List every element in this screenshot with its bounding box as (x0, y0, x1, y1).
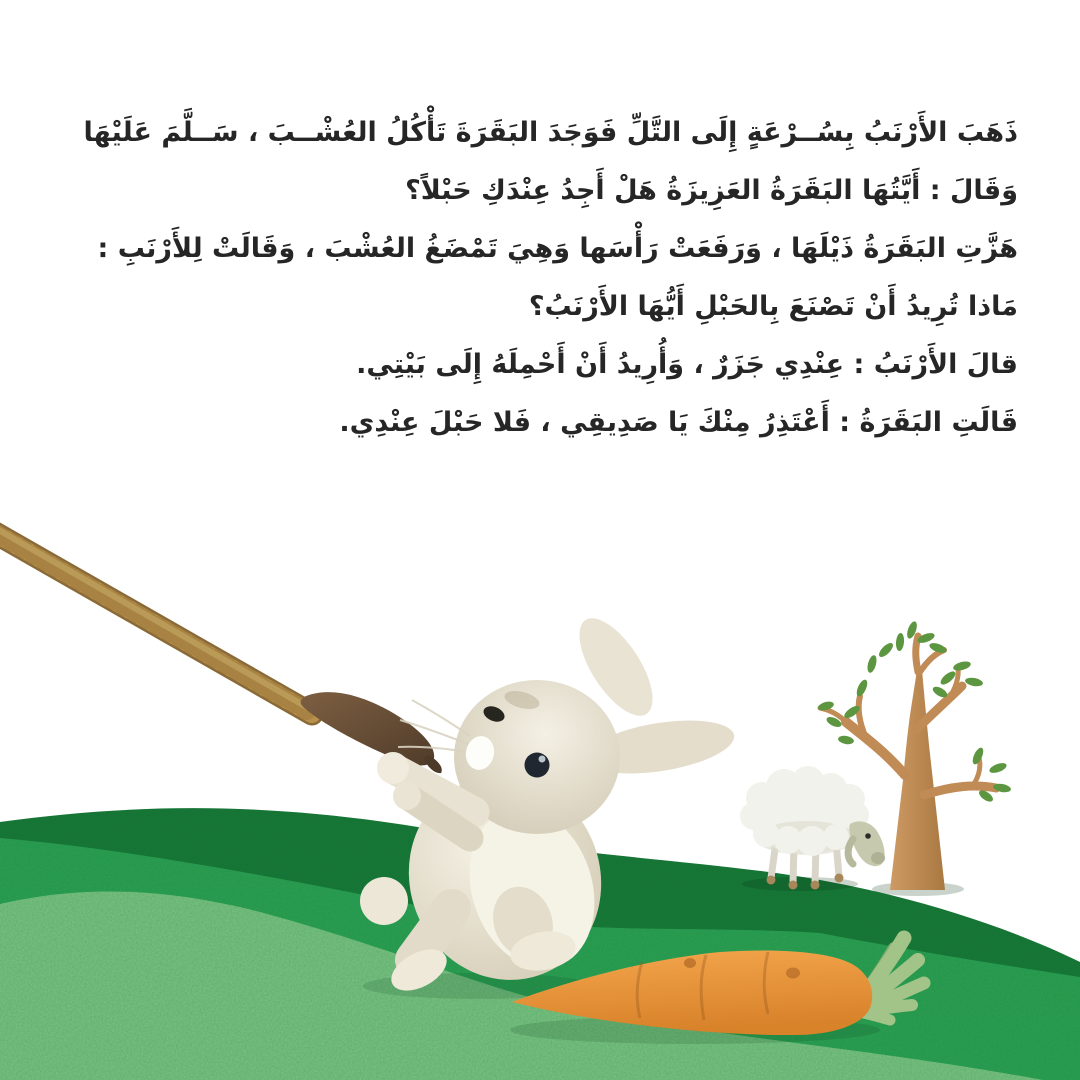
story-line-3: هَزَّتِ البَقَرَةُ ذَيْلَهَا ، وَرَفَعَتْ رَأْسَها وَهِيَ تَمْضَغُ العُشْبَ ، وَقَالَتْ لِلأَرْنَبِ : (97, 233, 1018, 264)
carrot-dimple (684, 958, 696, 968)
carrot-dimple (786, 968, 800, 979)
tree-trunk (890, 670, 945, 890)
story-line-1: ذَهَبَ الأَرْنَبُ بِسُــرْعَةٍ إِلَى التَّلِّ فَوَجَدَ البَقَرَةَ تَأْكُلُ العُشْــبَ ، سَــلَّمَ عَلَيْهَا (83, 117, 1018, 148)
sheep-head (848, 821, 885, 866)
story-line-6: قَالَتِ البَقَرَةُ : أَعْتَذِرُ مِنْكَ يَا صَدِيقِي ، فَلا حَبْلَ عِنْدِي. (339, 407, 1018, 438)
rabbit-tail (360, 877, 408, 925)
story-line-5: قالَ الأَرْنَبُ : عِنْدِي جَزَرٌ ، وَأُرِيدُ أَنْ أَحْمِلَهُ إِلَى بَيْتِي. (356, 349, 1018, 380)
sheep-eye (865, 833, 871, 839)
rabbit-eye-right (525, 753, 550, 778)
sheep-ear (848, 839, 853, 864)
sheep-muzzle (871, 852, 885, 864)
rope (0, 517, 442, 773)
rabbit-paw-lower (393, 782, 421, 810)
story-line-4: مَاذا تُرِيدُ أَنْ تَصْنَعَ بِالحَبْلِ أَيُّهَا الأَرْنَبُ؟ (528, 291, 1018, 322)
rabbit-eye-glint (539, 756, 546, 763)
rope-end (301, 692, 435, 765)
rabbit-paw-upper (377, 752, 409, 784)
story-line-2: وَقَالَ : أَيَّتُهَا البَقَرَةُ العَزِيزَةُ هَلْ أَجِدُ عِنْدَكِ حَبْلاً؟ (405, 175, 1018, 206)
story-text-block (60, 104, 1018, 452)
